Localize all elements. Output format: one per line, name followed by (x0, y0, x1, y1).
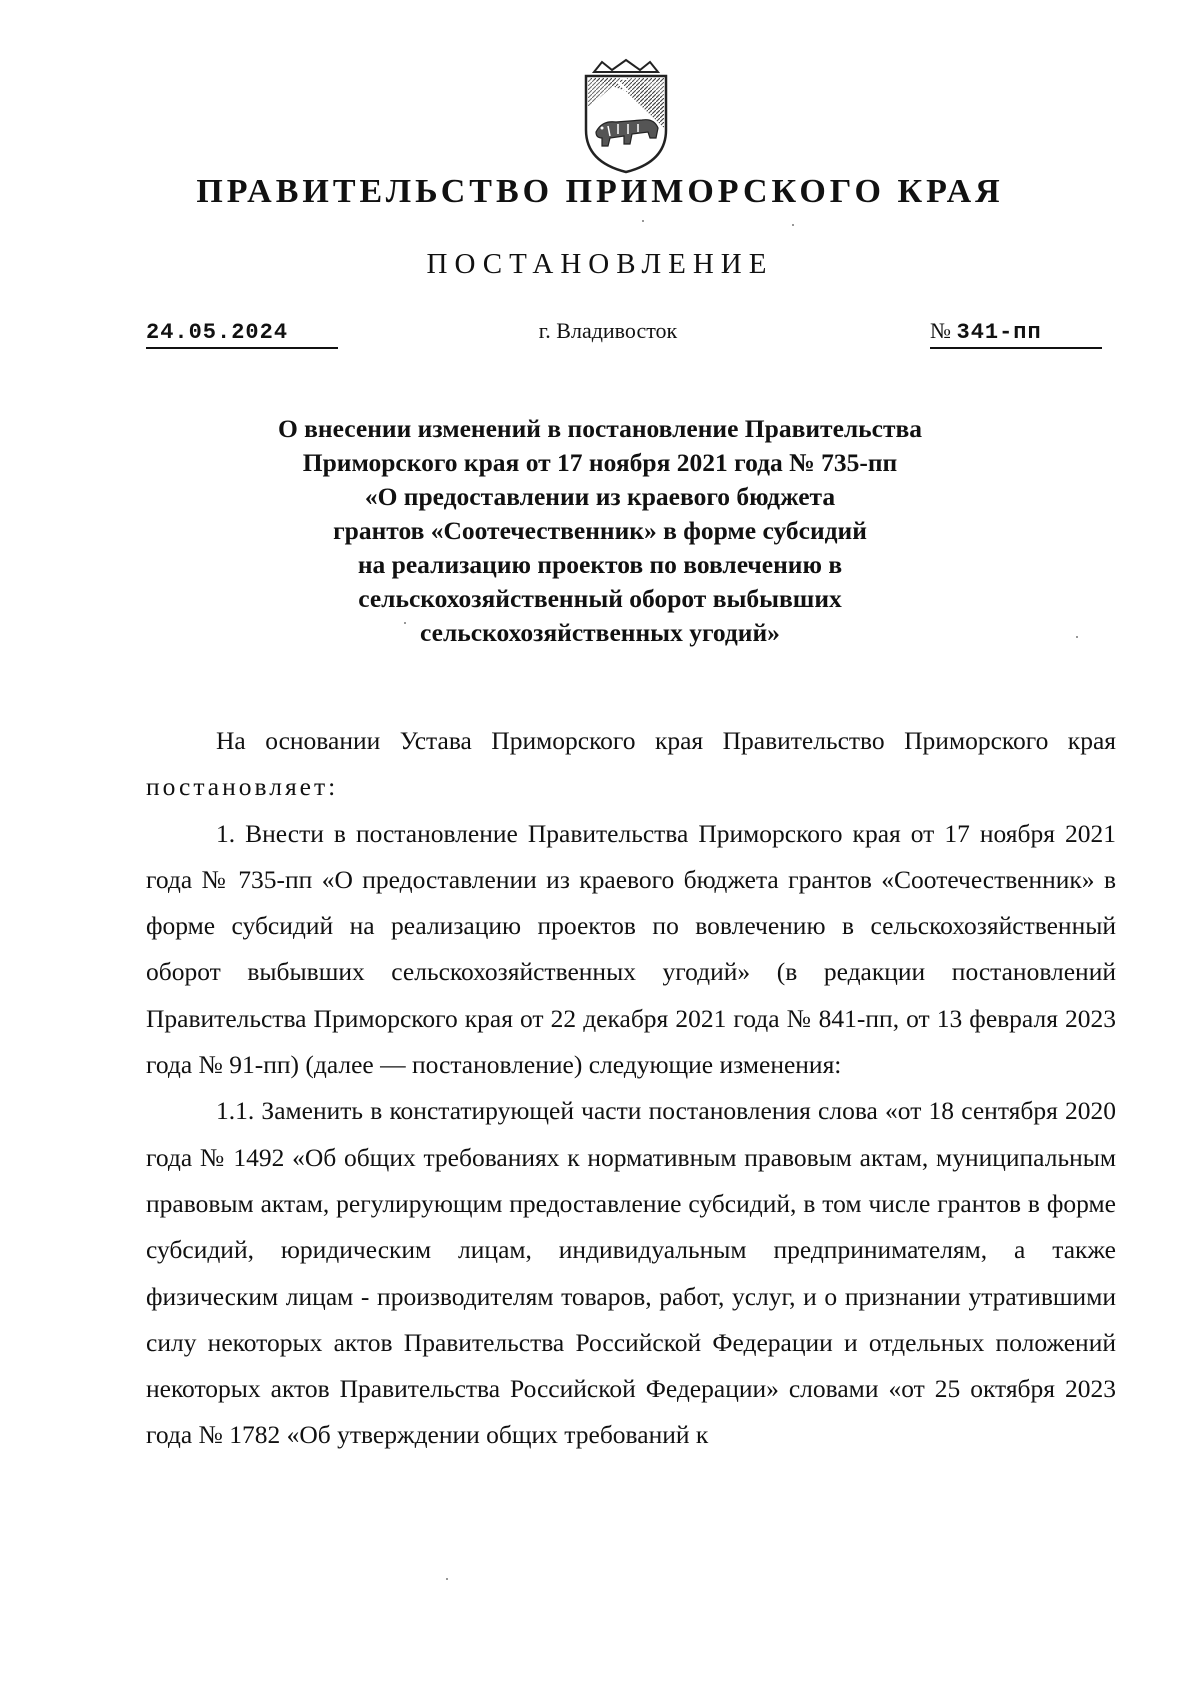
subject-line: сельскохозяйственный оборот выбывших (358, 584, 842, 613)
document-number (930, 318, 1102, 349)
subject-line: Приморского края от 17 ноября 2021 года № 735-пп (302, 448, 898, 477)
document-city: г. Владивосток (538, 318, 678, 343)
scan-speck (792, 224, 794, 226)
subject-line: на реализацию проектов по вовлечению в (357, 550, 843, 579)
body-paragraph (146, 718, 1116, 811)
body-paragraph: 1.1. Заменить в констатирующей части постановления слова «от 18 сентября 2020 года № 1492 «Об общих требованиях к нормативным правовым актам, муниципальным правовым актам, регулирующим предоставление субсидий, в том числе грантов в форме субсидий, юридическим лицам, индивидуальным предпринимателям, а также физическим лицам - производителям товаров, работ, услуг, и о признании утратившими силу некоторых актов Правительства Российской Федерации и отдельных положений некоторых актов Правительства Российской Федерации» словами «от 25 октября 2023 года № 1782 «Об утверждении общих требований к (146, 1096, 1116, 1450)
resolution-verb: постановляет (146, 772, 329, 802)
coat-of-arms-icon (572, 58, 680, 176)
scan-speck (1076, 636, 1078, 638)
government-title: ПРАВИТЕЛЬСТВО ПРИМОРСКОГО КРАЯ (196, 173, 1004, 210)
paragraph-text: На основании Устава Приморского края Правительство Приморского края (216, 726, 1116, 755)
subject-line: О внесении изменений в постановление Правительства (277, 414, 923, 443)
document-body (146, 718, 1116, 1459)
subject-line: «О предоставлении из краевого бюджета (364, 482, 836, 511)
scan-speck (446, 1578, 448, 1580)
scan-speck (404, 622, 406, 624)
document-date: 24.05.2024 (146, 320, 338, 349)
subject-line: сельскохозяйственных угодий» (420, 618, 780, 647)
number-prefix: № (930, 318, 951, 343)
number-value: 341-пп (956, 320, 1042, 345)
document-subject (150, 412, 1050, 650)
subject-line: грантов «Соотечественник» в форме субсидий (333, 516, 867, 545)
scan-speck (642, 220, 644, 222)
document-type: ПОСТАНОВЛЕНИЕ (426, 248, 774, 280)
body-paragraph: 1. Внести в постановление Правительства Приморского края от 17 ноября 2021 года № 735-пп «О предоставлении из краевого бюджета грантов «Соотечественник» в форме субсидий на реализацию проектов по вовлечению в сельскохозяйственный оборот выбывших сельскохозяйственных угодий» (в редакции постановлений Правительства Приморского края от 22 декабря 2021 года № 841-пп, от 13 февраля 2023 года № 91-пп) (далее — постановление) следующие изменения: (146, 818, 1116, 1080)
paragraph-text: : (328, 772, 336, 802)
